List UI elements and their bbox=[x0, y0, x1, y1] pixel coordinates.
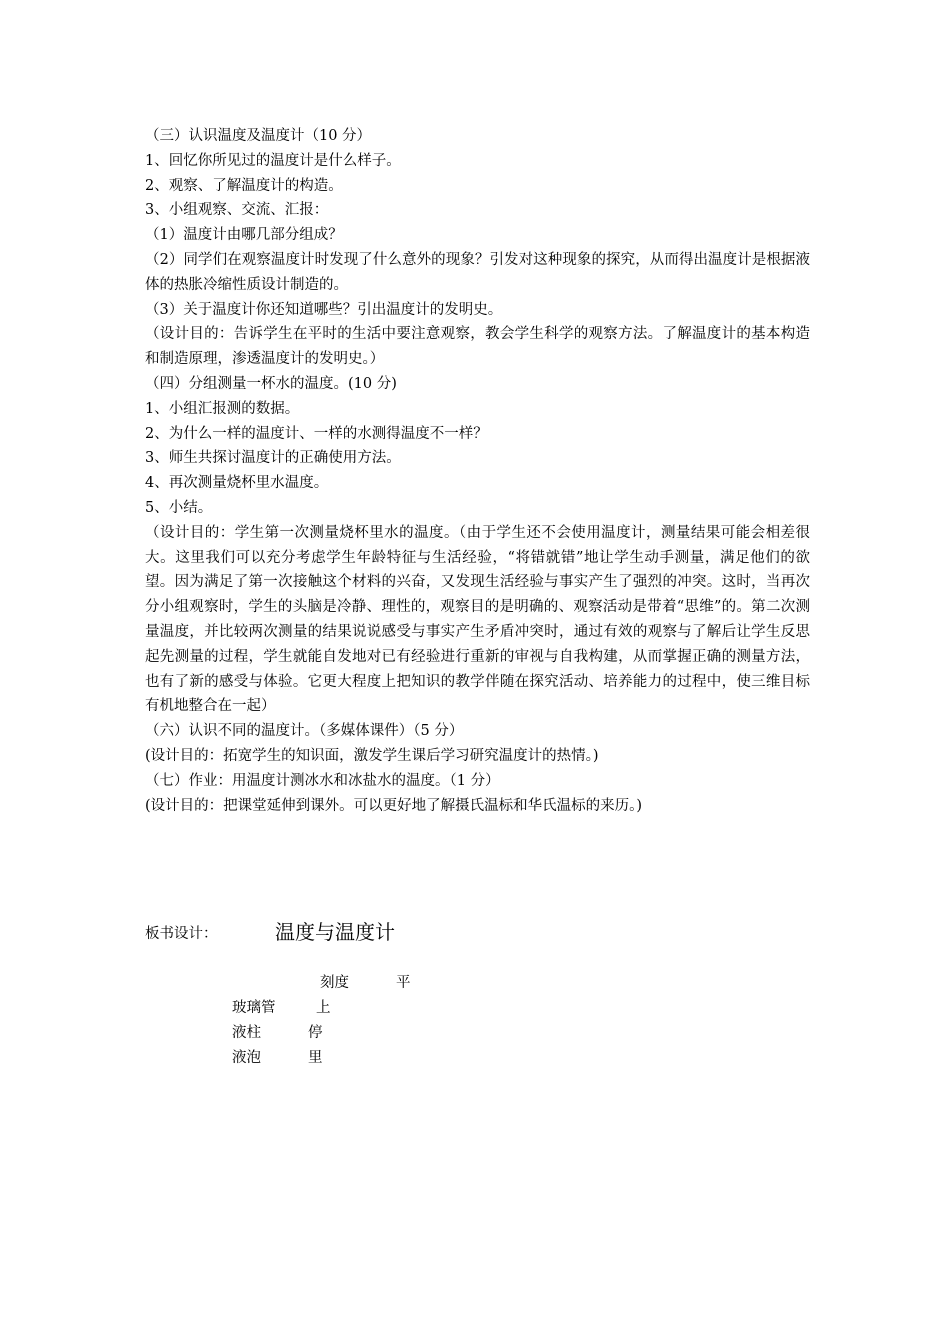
board-word: 上 bbox=[316, 1000, 331, 1016]
board-word: 里 bbox=[308, 1050, 323, 1066]
text-paragraph: （2）同学们在观察温度计时发现了什么意外的现象？引发对这种现象的探究，从而得出温度计是根据液体的热胀冷缩性质设计制造的。 bbox=[145, 251, 810, 293]
board-title: 温度与温度计 bbox=[275, 920, 395, 944]
board-word: 平 bbox=[396, 975, 411, 991]
board-design-label: 板书设计： bbox=[145, 926, 218, 942]
board-word: 刻度 bbox=[320, 975, 349, 991]
board-word: 停 bbox=[308, 1025, 323, 1041]
text-line: 5、小结。 bbox=[145, 499, 213, 516]
design-purpose-note: (设计目的：拓宽学生的知识面，激发学生课后学习研究温度计的热情。) bbox=[145, 747, 599, 764]
design-purpose-note: (设计目的：把课堂延伸到课外。可以更好地了解摄氏温标和华氏温标的来历。) bbox=[145, 797, 643, 814]
board-word: 液柱 bbox=[232, 1025, 261, 1041]
section-heading: （七）作业：用温度计测冰水和冰盐水的温度。（1 分） bbox=[145, 772, 500, 789]
section-heading: （三）认识温度及温度计（10 分） bbox=[145, 128, 372, 144]
section-heading: （六）认识不同的温度计。（多媒体课件）（5 分） bbox=[145, 723, 464, 740]
text-line: 2、为什么一样的温度计、一样的水测得温度不一样？ bbox=[145, 425, 488, 442]
text-line: （1）温度计由哪几部分组成？ bbox=[145, 227, 343, 244]
section-heading: （四）分组测量一杯水的温度。(10 分) bbox=[145, 375, 397, 392]
text-line: 3、小组观察、交流、汇报： bbox=[145, 202, 329, 219]
board-word: 液泡 bbox=[232, 1050, 261, 1066]
text-line: 4、再次测量烧杯里水温度。 bbox=[145, 475, 329, 492]
text-line: 2、观察、了解温度计的构造。 bbox=[145, 177, 343, 194]
text-line: （3）关于温度计你还知道哪些？引出温度计的发明史。 bbox=[145, 301, 503, 318]
design-purpose-note: （设计目的：告诉学生在平时的生活中要注意观察，教会学生科学的观察方法。了解温度计的基本构造和制造原理，渗透温度计的发明史。） bbox=[145, 326, 810, 368]
text-line: 3、师生共探讨温度计的正确使用方法。 bbox=[145, 450, 401, 467]
lesson-body bbox=[145, 124, 810, 818]
board-word: 玻璃管 bbox=[232, 1000, 276, 1016]
text-line: 1、小组汇报测的数据。 bbox=[145, 400, 300, 417]
text-line: 1、回忆你所见过的温度计是什么样子。 bbox=[145, 152, 401, 169]
design-purpose-note: （设计目的：学生第一次测量烧杯里水的温度。（由于学生还不会使用温度计，测量结果可能会相差很大。这里我们可以充分考虑学生年龄特征与生活经验，“将错就错”地让学生动手测量，满足他们的欲望。因为满足了第一次接触这个材料的兴奋，又发现生活经验与事实产生了强烈的冲突。这时，当再次分小组观察时，学生的头脑是冷静、理性的，观察目的是明确的、观察活动是带着“思维”的。第二次测量温度，并比较两次测量的结果说说感受与事实产生矛盾冲突时，通过有效的观察与了解后让学生反思起先测量的过程，学生就能自发地对已有经验进行重新的审视与自我构建，从而掌握正确的测量方法，也有了新的感受与体验。它更大程度上把知识的教学伴随在探究活动、培养能力的过程中，使三维目标有机地整合在一起） bbox=[145, 524, 810, 715]
